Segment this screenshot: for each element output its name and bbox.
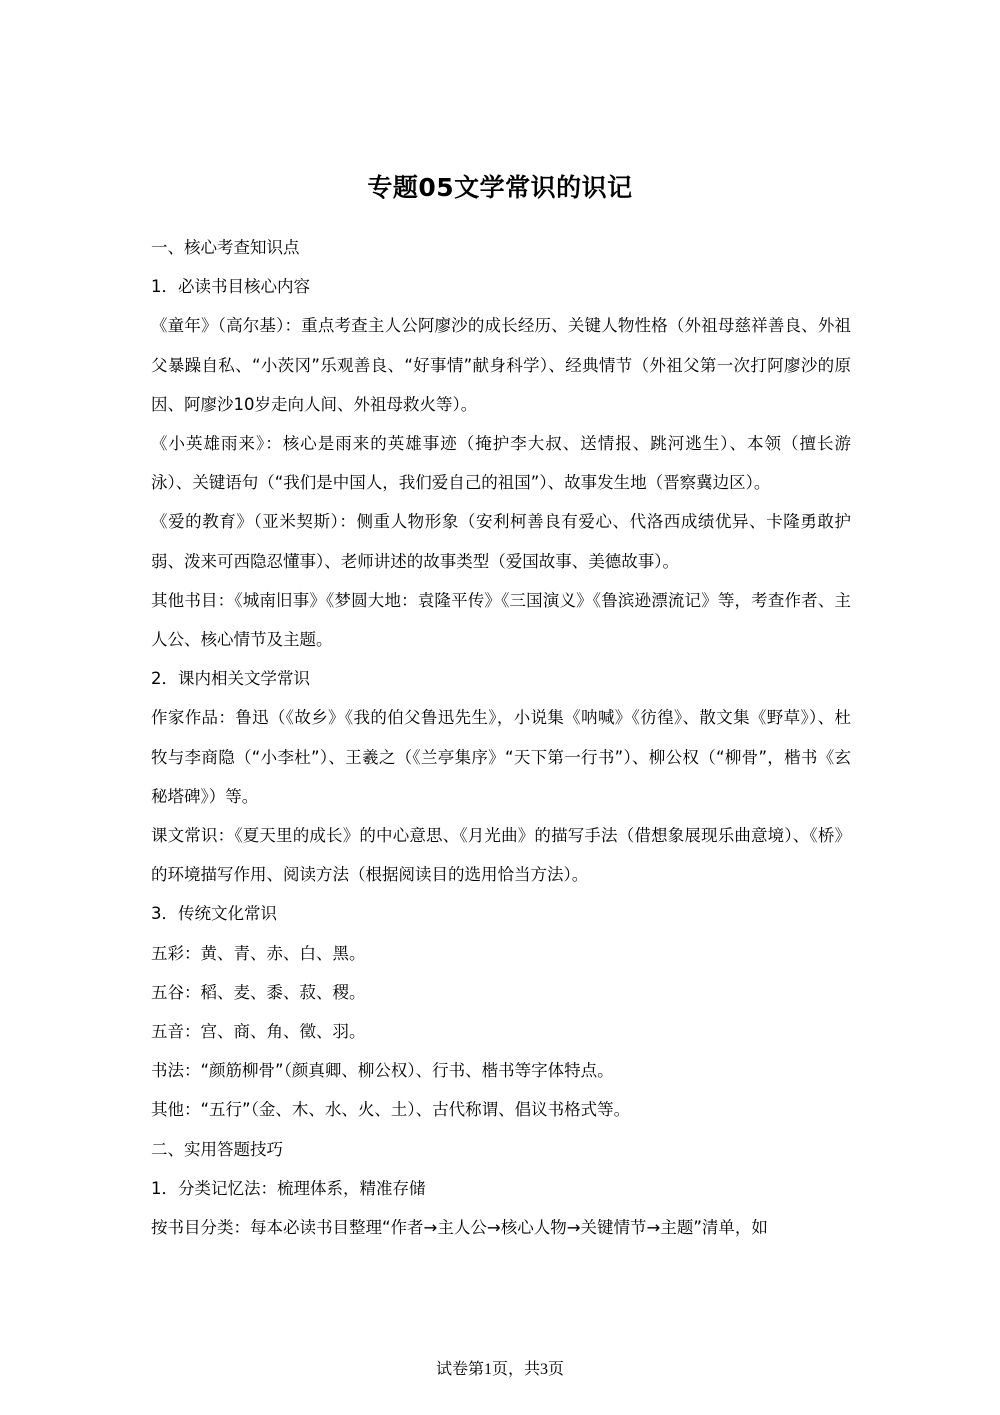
paragraph: 书法：“颜筋柳骨”（颜真卿、柳公权）、行书、楷书等字体特点。 (151, 1061, 614, 1081)
paragraph: 作家作品：鲁迅（《故乡》《我的伯父鲁迅先生》，小说集《呐喊》《彷徨》、散文集《野草》）、杜牧与李商隐（“小李杜”）、王羲之（《兰亭集序》“天下第一行书”）、柳公权（“柳骨”，楷书《玄秘塔碑》）等。 (151, 708, 851, 806)
subsection-heading: 1．分类记忆法：梳理体系，精准存储 (151, 1178, 426, 1198)
paragraph: 按书目分类：每本必读书目整理“作者→主人公→核心人物→关键情节→主题”清单，如 (151, 1218, 768, 1238)
section-heading: 二、实用答题技巧 (151, 1139, 283, 1159)
section-heading: 一、核心考查知识点 (151, 238, 300, 257)
subsection-heading: 2．课内相关文学常识 (151, 669, 310, 689)
paragraph: 其他书目：《城南旧事》《梦圆大地：袁隆平传》《三国演义》《鲁滨逊漂流记》等，考查作者、主人公、核心情节及主题。 (151, 590, 851, 650)
page-title: 专题05文学常识的识记 (367, 173, 633, 202)
subsection-heading: 1．必读书目核心内容 (151, 277, 310, 297)
paragraph: 其他：“五行”（金、木、水、火、土）、古代称谓、倡议书格式等。 (151, 1100, 631, 1120)
paragraph: 《小英雄雨来》：核心是雨来的英雄事迹（掩护李大叔、送情报、跳河逃生）、本领（擅长游泳）、关键语句（“我们是中国人，我们爱自己的祖国”）、故事发生地（晋察冀边区）。 (151, 434, 851, 493)
paragraph: 课文常识：《夏天里的成长》的中心意思、《月光曲》的描写手法（借想象展现乐曲意境）、《桥》的环境描写作用、阅读方法（根据阅读目的选用恰当方法）。 (151, 826, 851, 885)
paragraph: 五谷：稻、麦、黍、菽、稷。 (151, 982, 366, 1002)
paragraph: 《童年》（高尔基）：重点考查主人公阿廖沙的成长经历、关键人物性格（外祖母慈祥善良、外祖父暴躁自私、“小茨冈”乐观善良、“好事情”献身科学）、经典情节（外祖父第一次打阿廖沙的原因、阿廖沙10岁走向人间、外祖母救火等）。 (151, 316, 851, 414)
paragraph: 《爱的教育》（亚米契斯）：侧重人物形象（安利柯善良有爱心、代洛西成绩优异、卡隆勇敢护弱、泼来可西隐忍懂事）、老师讲述的故事类型（爱国故事、美德故事）。 (151, 512, 851, 571)
subsection-heading: 3．传统文化常识 (151, 904, 277, 924)
document-body (151, 228, 851, 1247)
paragraph: 五彩：黄、青、赤、白、黑。 (151, 943, 366, 963)
page-footer: 试卷第1页，共3页 (435, 1361, 564, 1378)
paragraph: 五音：宫、商、角、徵、羽。 (151, 1022, 366, 1042)
